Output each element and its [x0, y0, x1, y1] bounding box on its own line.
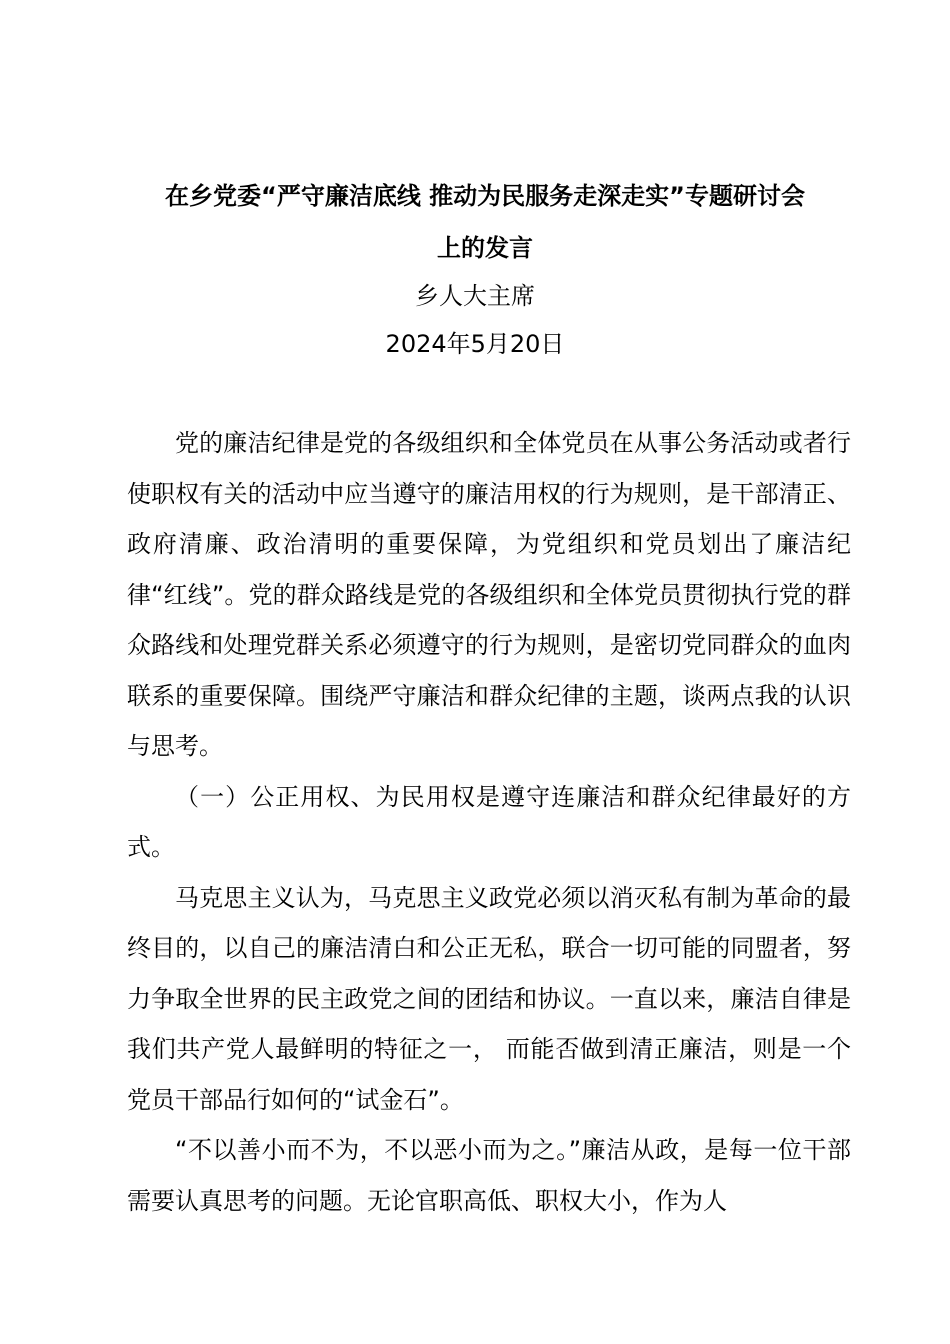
- document-title: [120, 170, 850, 274]
- title-line-1: 在乡党委“严守廉洁底线 推动为民服务走深走实”专题研讨会: [165, 182, 805, 210]
- paragraph-quote: “不以善小而不为，不以恶小而为之。”廉洁从政，是每一位干部需要认真思考的问题。无论官职高低、职权大小，作为人: [127, 1136, 851, 1215]
- title-line-2: 上的发言: [437, 234, 533, 262]
- document-body: [127, 418, 851, 1226]
- date-line: 2024年5月20日: [385, 330, 565, 358]
- author-line: 乡人大主席: [415, 282, 535, 310]
- paragraph-marxism: 马克思主义认为，马克思主义政党必须以消灭私有制为革命的最终目的，以自己的廉洁清白和公正无私，联合一切可能的同盟者，努力争取全世界的民主政党之间的团结和协议。一直以来，廉洁自律是我们共产党人最鲜明的特征之一， 而能否做到清正廉洁，则是一个党员干部品行如何的“试金石”。: [127, 883, 851, 1114]
- section-heading-1: （一）公正用权、为民用权是遵守连廉洁和群众纪律最好的方式。: [127, 782, 851, 861]
- paragraph-intro: 党的廉洁纪律是党的各级组织和全体党员在从事公务活动或者行使职权有关的活动中应当遵守的廉洁用权的行为规则，是干部清正、政府清廉、政治清明的重要保障，为党组织和党员划出了廉洁纪律“红线”。党的群众路线是党的各级组织和全体党员贯彻执行党的群众路线和处理党群关系必须遵守的行为规则，是密切党同群众的血肉联系的重要保障。围绕严守廉洁和群众纪律的主题，谈两点我的认识与思考。: [127, 429, 851, 760]
